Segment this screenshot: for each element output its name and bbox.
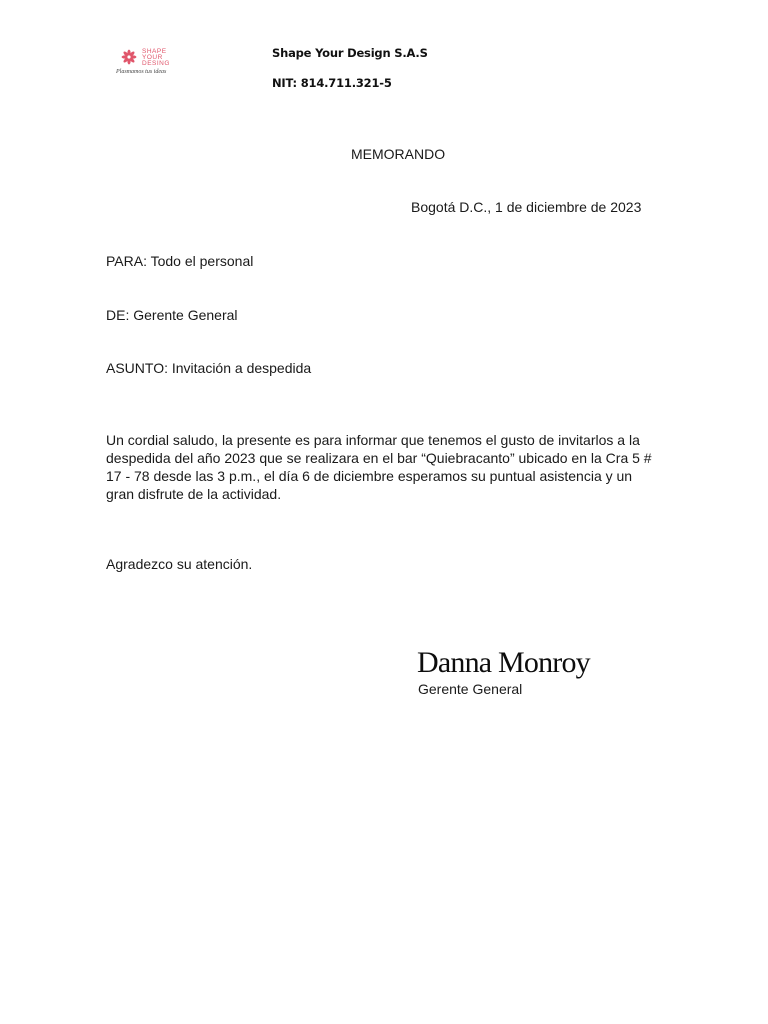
memo-closing: Agradezco su atención. bbox=[106, 556, 253, 572]
memo-body bbox=[106, 431, 706, 503]
company-nit: NIT: 814.711.321-5 bbox=[272, 76, 392, 90]
logo-tagline: Plasmamos tus ideas bbox=[116, 69, 167, 75]
memo-body-line: despedida del año 2023 que se realizara en el bar “Quiebracanto” ubicado en la Cra 5 # bbox=[106, 450, 652, 466]
memo-sender: DE: Gerente General bbox=[106, 307, 238, 323]
logo-brand-line3: DESING bbox=[142, 60, 170, 67]
company-logo bbox=[114, 46, 196, 76]
signer-title: Gerente General bbox=[418, 681, 523, 697]
memo-title: MEMORANDO bbox=[351, 146, 446, 162]
logo-brand-line2: YOUR bbox=[142, 54, 163, 61]
memo-body-line: gran disfrute de la actividad. bbox=[106, 486, 282, 502]
memo-recipient: PARA: Todo el personal bbox=[106, 253, 254, 269]
flower-logo-icon bbox=[114, 46, 196, 76]
memo-body-line: Un cordial saludo, la presente es para informar que tenemos el gusto de invitarlos a la bbox=[106, 432, 640, 448]
memo-body-line: 17 - 78 desde las 3 p.m., el día 6 de diciembre esperamos su puntual asistencia y un bbox=[106, 468, 633, 484]
company-name: Shape Your Design S.A.S bbox=[272, 46, 428, 60]
memo-subject: ASUNTO: Invitación a despedida bbox=[106, 360, 312, 376]
memo-date: Bogotá D.C., 1 de diciembre de 2023 bbox=[411, 199, 642, 215]
signature-name: Danna Monroy bbox=[417, 646, 590, 679]
logo-brand-line1: SHAPE bbox=[142, 48, 167, 55]
